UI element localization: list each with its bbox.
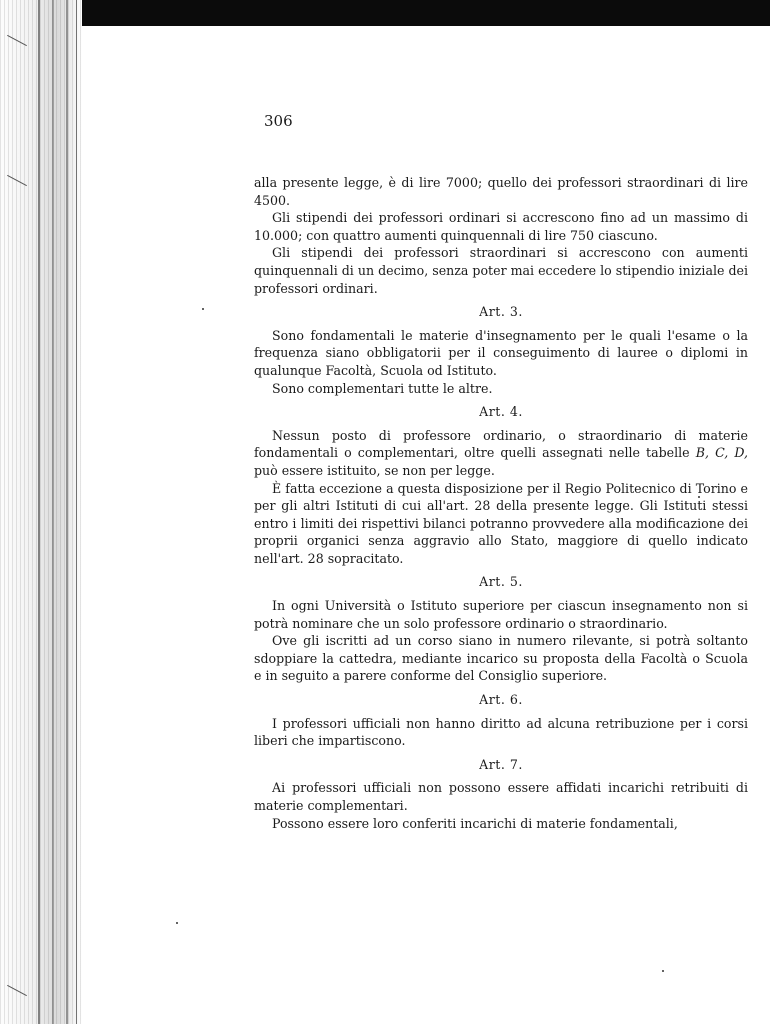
paragraph [254,427,748,480]
paragraph-text: può essere istituito, se non per legge. [254,462,495,478]
scan-top-border [0,0,770,26]
scan-speck [202,308,204,310]
scan-speck [698,496,700,498]
paragraph: Gli stipendi dei professori ordinari si accrescono fino ad un massimo di 10.000; con quattro aumenti quinquennali di lire 750 ciascuno. [254,210,748,243]
paragraph: Sono fondamentali le materie d'insegnamento per le quali l'esame o la frequenza siano obbligatorii per il conseguimento di lauree o diplomi in qualunque Facoltà, Scuola od Istituto. [254,327,748,378]
book-binding-edge [0,0,82,1024]
book-page [82,26,770,1024]
scan-speck [176,922,178,924]
article-heading: Art. 3. [479,304,523,320]
article-heading: Art. 7. [479,756,523,772]
paragraph: I professori ufficiali non hanno diritto ad alcuna retribuzione per i corsi liberi che impartiscono. [254,715,748,749]
page-body [254,174,748,832]
paragraph: Gli stipendi dei professori straordinari si accrescono con aumenti quinquennali di un decimo, senza poter mai eccedere lo stipendio iniziale dei professori ordinari. [254,245,748,296]
scan-speck [662,970,664,972]
article-heading: Art. 4. [479,404,523,420]
paragraph: In ogni Università o Istituto superiore per ciascun insegnamento non si potrà nominare che un solo professore ordinario o straordinario. [254,598,748,631]
paragraph: Ove gli iscritti ad un corso siano in numero rilevante, si potrà soltanto sdoppiare la cattedra, mediante incarico su proposta della Facoltà o Scuola e in seguito a parere conforme del Consiglio superiore. [254,633,748,684]
paragraph: Ai professori ufficiali non possono essere affidati incarichi retribuiti di materie complementari. [254,780,748,813]
table-reference: B, C, D, [695,445,748,461]
article-heading: Art. 5. [479,574,523,590]
paragraph: È fatta eccezione a questa disposizione per il Regio Politecnico di Torino e per gli altri Istituti di cui all'art. 28 della presente legge. Gli Istituti stessi entro i limiti dei rispettivi bilanci potranno provvedere alla modificazione dei proprii organici senza aggravio allo Stato, maggiore di quello indicato nell'art. 28 sopracitato. [254,480,748,566]
paragraph: Possono essere loro conferiti incarichi di materie fondamentali, [272,815,678,831]
paragraph: Sono complementari tutte le altre. [272,380,493,396]
paragraph-text: Nessun posto di professore ordinario, o straordinario di materie fondamentali o complementari, oltre quelli assegnati nelle tabelle [254,427,748,461]
paragraph: alla presente legge, è di lire 7000; quello dei professori straordinari di lire 4500. [254,175,748,208]
page-number: 306 [264,112,293,130]
article-heading: Art. 6. [479,692,523,708]
